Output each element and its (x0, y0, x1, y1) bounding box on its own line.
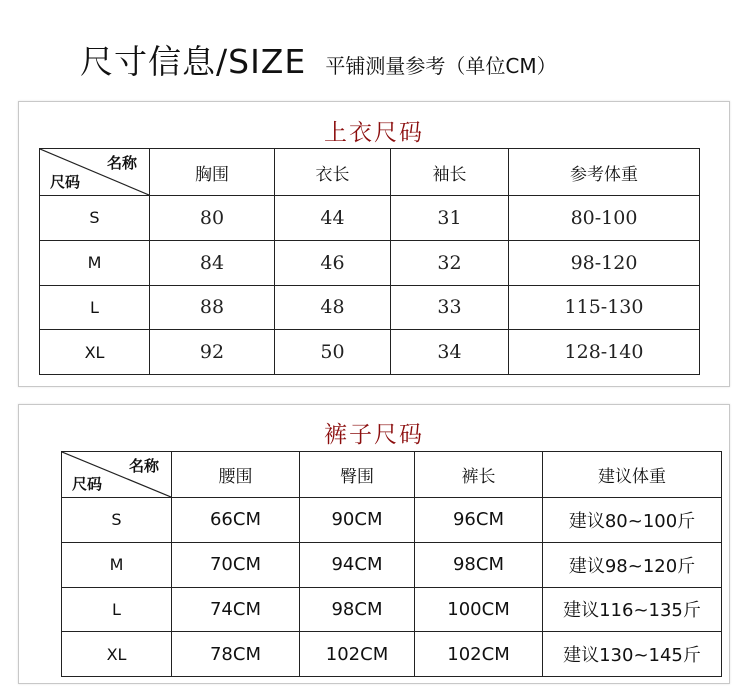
value-cell: 32 (391, 240, 509, 285)
size-cell: S (40, 196, 150, 241)
table-row (40, 240, 700, 285)
table-row (62, 587, 722, 632)
corner-label-size: 尺码 (50, 173, 81, 191)
value-cell: 46 (275, 240, 391, 285)
value-cell: 94CM (300, 542, 415, 587)
value-cell: 98CM (300, 587, 415, 632)
value-cell: 78CM (172, 632, 300, 677)
value-cell: 92 (150, 330, 275, 375)
column-header: 裤长 (415, 452, 543, 498)
value-cell: 102CM (300, 632, 415, 677)
size-cell: M (40, 240, 150, 285)
value-cell: 31 (391, 196, 509, 241)
value-cell: 34 (391, 330, 509, 375)
value-cell: 98-120 (509, 240, 700, 285)
value-cell: 98CM (415, 542, 543, 587)
value-cell: 115-130 (509, 285, 700, 330)
column-header: 臀围 (300, 452, 415, 498)
value-cell: 50 (275, 330, 391, 375)
top-size-table (39, 148, 700, 375)
value-cell: 80-100 (509, 196, 700, 241)
value-cell: 建议130~145斤 (543, 632, 722, 677)
table-row (40, 330, 700, 375)
table-header-row (62, 452, 722, 498)
top-size-panel (18, 101, 730, 387)
table-header-row (40, 149, 700, 196)
table-row (40, 285, 700, 330)
size-cell: M (62, 542, 172, 587)
corner-label-name: 名称 (106, 154, 137, 172)
column-header: 袖长 (391, 149, 509, 196)
corner-cell (62, 452, 172, 498)
value-cell: 44 (275, 196, 391, 241)
table-row (62, 498, 722, 543)
bottom-size-table (61, 451, 722, 677)
value-cell: 48 (275, 285, 391, 330)
value-cell: 128-140 (509, 330, 700, 375)
size-cell: L (40, 285, 150, 330)
bottom-size-panel (18, 404, 730, 684)
column-header: 腰围 (172, 452, 300, 498)
page-title: 尺寸信息/SIZE (80, 42, 307, 81)
page-subtitle: 平铺测量参考（单位CM） (325, 54, 557, 78)
value-cell: 96CM (415, 498, 543, 543)
value-cell: 84 (150, 240, 275, 285)
value-cell: 66CM (172, 498, 300, 543)
value-cell: 102CM (415, 632, 543, 677)
column-header: 参考体重 (509, 149, 700, 196)
corner-label-name: 名称 (128, 457, 159, 475)
corner-label-size: 尺码 (72, 475, 103, 493)
table-row (40, 196, 700, 241)
value-cell: 70CM (172, 542, 300, 587)
bottom-section-title: 裤子尺码 (324, 422, 424, 448)
size-cell: S (62, 498, 172, 543)
column-header: 建议体重 (543, 452, 722, 498)
column-header: 胸围 (150, 149, 275, 196)
size-cell: L (62, 587, 172, 632)
value-cell: 100CM (415, 587, 543, 632)
table-row (62, 542, 722, 587)
column-header: 衣长 (275, 149, 391, 196)
value-cell: 80 (150, 196, 275, 241)
value-cell: 33 (391, 285, 509, 330)
value-cell: 74CM (172, 587, 300, 632)
size-cell: XL (62, 632, 172, 677)
value-cell: 88 (150, 285, 275, 330)
value-cell: 建议80~100斤 (543, 498, 722, 543)
table-row (62, 632, 722, 677)
top-section-title: 上衣尺码 (324, 120, 424, 146)
corner-cell (40, 149, 150, 196)
value-cell: 建议98~120斤 (543, 542, 722, 587)
size-cell: XL (40, 330, 150, 375)
value-cell: 90CM (300, 498, 415, 543)
value-cell: 建议116~135斤 (543, 587, 722, 632)
page-header (80, 36, 557, 80)
